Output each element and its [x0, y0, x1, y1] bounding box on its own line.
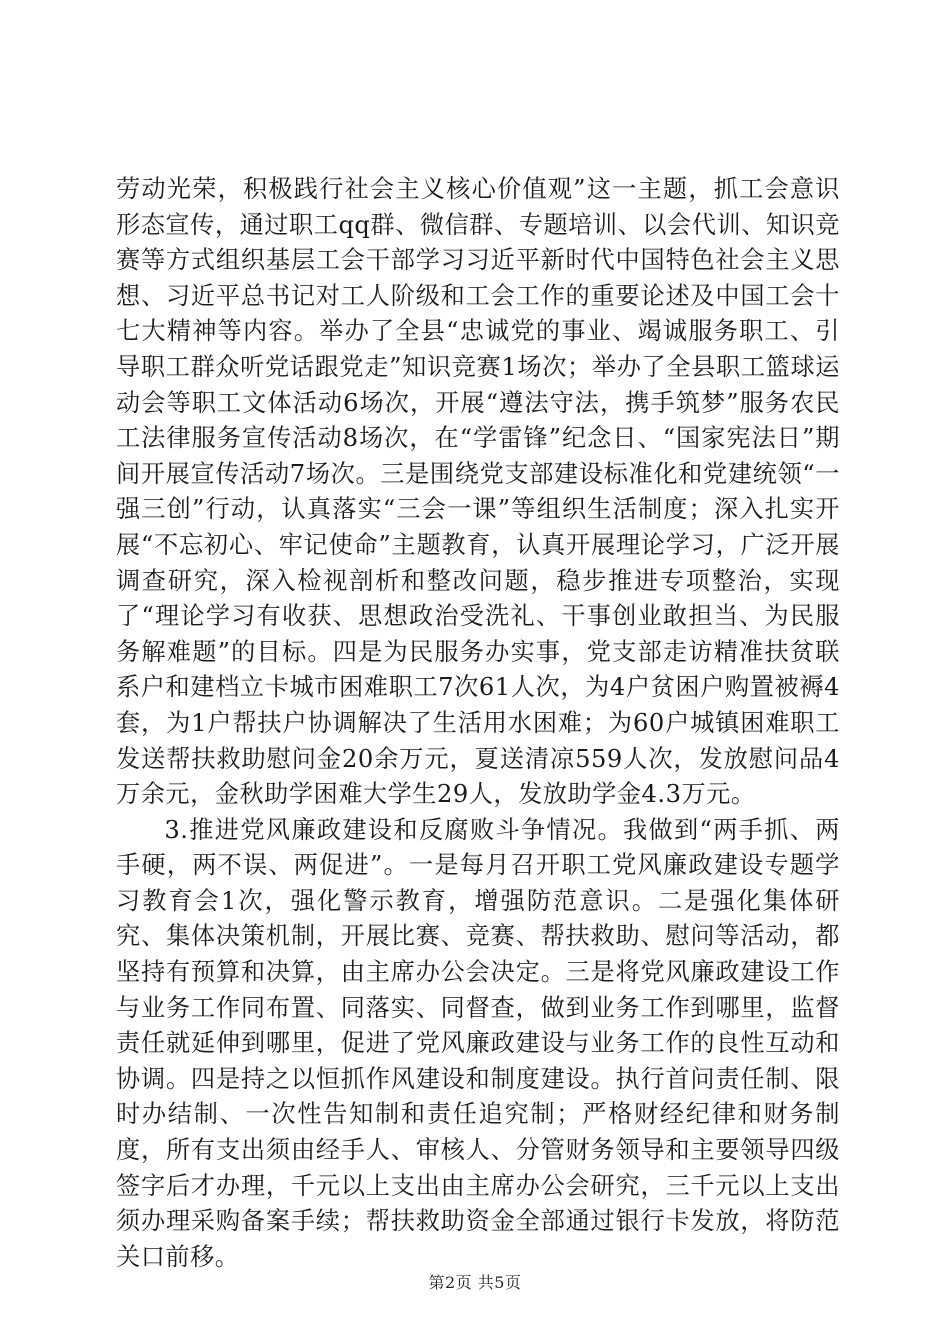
- paragraph-1: 劳动光荣，积极践行社会主义核心价值观”这一主题，抓工会意识形态宣传，通过职工qq群、微信群、专题培训、以会代训、知识竞赛等方式组织基层工会干部学习习近平新时代中国特色社会主义思想、习近平总书记对工人阶级和工会工作的重要论述及中国工会十七大精神等内容。举办了全县“忠诚党的事业、竭诚服务职工、引导职工群众听党话跟党走”知识竞赛1场次；举办了全县职工篮球运动会等职工文体活动6场次，开展“遵法守法，携手筑梦”服务农民工法律服务宣传活动8场次，在“学雷锋”纪念日、“国家宪法日”期间开展宣传活动7场次。三是围绕党支部建设标准化和党建统领“一强三创”行动，认真落实“三会一课”等组织生活制度；深入扎实开展“不忘初心、牢记使命”主题教育，认真开展理论学习，广泛开展调查研究，深入检视剖析和整改问题，稳步推进专项整治，实现了“理论学习有收获、思想政治受洗礼、干事创业敢担当、为民服务解难题”的目标。四是为民服务办实事，党支部走访精准扶贫联系户和建档立卡城市困难职工7次61人次，为4户贫困户购置被褥4套，为1户帮扶户协调解决了生活用水困难；为60户城镇困难职工发送帮扶救助慰问金20余万元，夏送清凉559人次，发放慰问品4万余元，金秋助学困难大学生29人，发放助学金4.3万元。: [116, 175, 840, 809]
- document-body: [116, 172, 840, 1275]
- paragraph-2: 3.推进党风廉政建设和反腐败斗争情况。我做到“两手抓、两手硬，两不误、两促进”。一是每月召开职工党风廉政建设专题学习教育会1次，强化警示教育，增强防范意识。二是强化集体研究、集体决策机制，开展比赛、竞赛、帮扶救助、慰问等活动，都坚持有预算和决算，由主席办公会决定。三是将党风廉政建设工作与业务工作同布置、同落实、同督查，做到业务工作到哪里，监督责任就延伸到哪里，促进了党风廉政建设与业务工作的良性互动和协调。四是持之以恒抓作风建设和制度建设。执行首问责任制、限时办结制、一次性告知制和责任追究制；严格财经纪律和财务制度，所有支出须由经手人、审核人、分管财务领导和主要领导四级签字后才办理，千元以上支出由主席办公会研究，三千元以上支出须办理采购备案手续；帮扶救助资金全部通过银行卡发放，将防范关口前移。: [116, 815, 840, 1271]
- page-number-footer: 第2页 共5页: [428, 1273, 522, 1292]
